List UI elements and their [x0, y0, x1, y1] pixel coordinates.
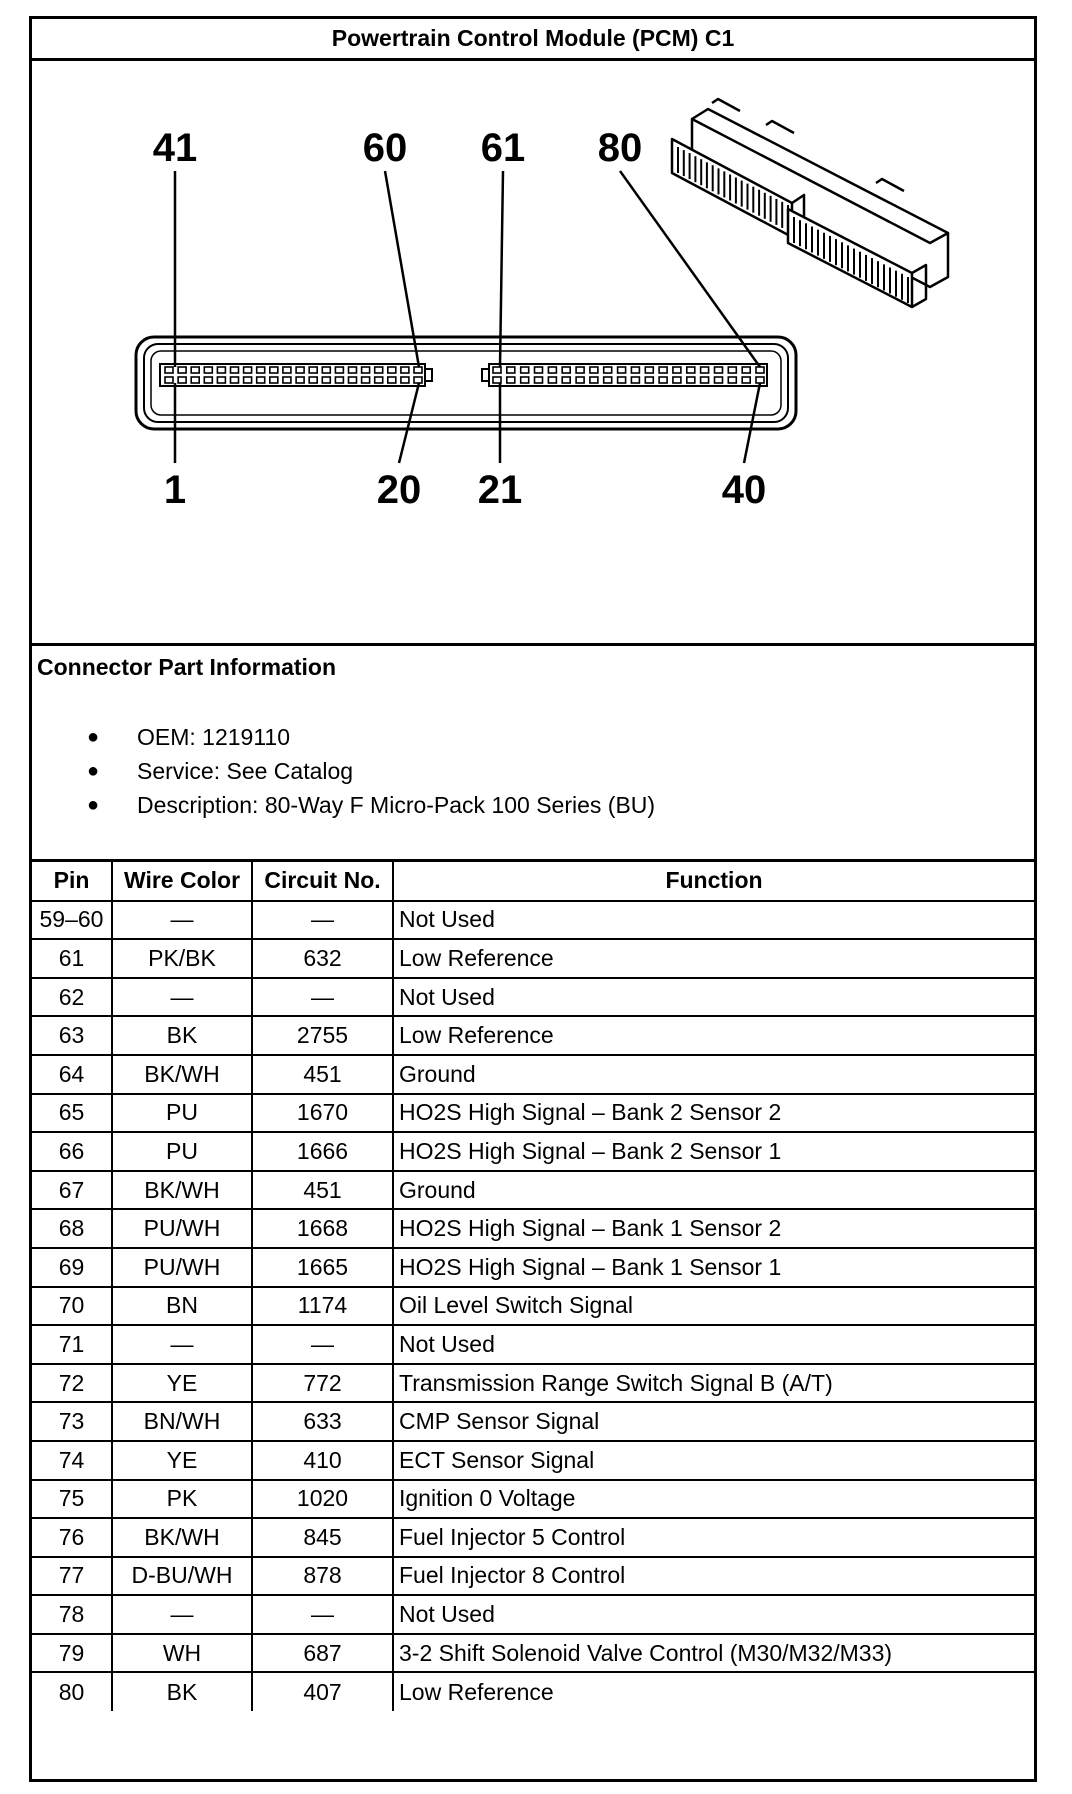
pin-cavity [715, 377, 723, 383]
pin-cavity [401, 367, 409, 373]
pin-cavity [645, 377, 653, 383]
pin-cavity [535, 367, 543, 373]
pinout-table [32, 862, 1034, 1711]
circuit-cell: 687 [252, 1634, 393, 1673]
pin-cavity [590, 377, 598, 383]
table-row [32, 1441, 1034, 1480]
wire-color-cell: WH [112, 1634, 252, 1673]
circuit-cell: 845 [252, 1518, 393, 1557]
table-row [32, 901, 1034, 940]
wire-color-cell: YE [112, 1364, 252, 1403]
pin-cavity [165, 377, 173, 383]
pin-cavity [576, 367, 584, 373]
function-cell: Fuel Injector 5 Control [393, 1518, 1034, 1557]
pin-cell: 70 [32, 1287, 112, 1326]
pin-cavity [659, 367, 667, 373]
circuit-cell: — [252, 901, 393, 940]
header-wire-color: Wire Color [112, 862, 252, 901]
pin-cavity [388, 367, 396, 373]
pin-cell: 62 [32, 978, 112, 1017]
table-row [32, 1402, 1034, 1441]
wire-color-cell: D-BU/WH [112, 1557, 252, 1596]
pin-cavity [322, 367, 330, 373]
pin-cavity [283, 367, 291, 373]
pin-cell: 73 [32, 1402, 112, 1441]
table-row [32, 1672, 1034, 1711]
pin-cavity [244, 377, 252, 383]
function-cell: Low Reference [393, 1016, 1034, 1055]
pin-cavity [309, 367, 317, 373]
pin-cavity [191, 377, 199, 383]
table-row [32, 1364, 1034, 1403]
function-cell: Not Used [393, 901, 1034, 940]
wire-color-cell: PK/BK [112, 939, 252, 978]
pin-cavity [521, 367, 529, 373]
table-row [32, 1094, 1034, 1133]
label-pin-1: 1 [163, 468, 187, 512]
circuit-cell: 1666 [252, 1132, 393, 1171]
function-cell: Ground [393, 1171, 1034, 1210]
pin-cavity [742, 377, 750, 383]
header-function: Function [393, 862, 1034, 901]
circuit-cell: 772 [252, 1364, 393, 1403]
circuit-cell: — [252, 978, 393, 1017]
pin-cavity [673, 367, 681, 373]
pin-cavity [507, 367, 515, 373]
table-row [32, 1287, 1034, 1326]
pin-cavity [257, 377, 265, 383]
pin-cavities-21-40 [493, 367, 764, 383]
pin-cavity [375, 377, 383, 383]
function-cell: HO2S High Signal – Bank 2 Sensor 2 [393, 1094, 1034, 1133]
function-cell: Ignition 0 Voltage [393, 1480, 1034, 1519]
label-pin-61: 61 [480, 126, 526, 170]
pin-cavity [217, 367, 225, 373]
circuit-cell: 633 [252, 1402, 393, 1441]
wire-color-cell: PU/WH [112, 1248, 252, 1287]
function-cell: Oil Level Switch Signal [393, 1287, 1034, 1326]
table-row [32, 1634, 1034, 1673]
pin-cavity [576, 377, 584, 383]
circuit-cell: 878 [252, 1557, 393, 1596]
table-row [32, 978, 1034, 1017]
label-pin-80: 80 [597, 126, 643, 170]
wire-color-cell: — [112, 1595, 252, 1634]
connector-part-information [32, 646, 1034, 862]
pin-cavity [270, 377, 278, 383]
wire-color-cell: PU [112, 1094, 252, 1133]
info-heading: Connector Part Information [37, 654, 337, 680]
label-pin-20: 20 [376, 468, 422, 512]
circuit-cell: — [252, 1595, 393, 1634]
header-circuit-no: Circuit No. [252, 862, 393, 901]
function-cell: Low Reference [393, 1672, 1034, 1711]
pin-cavity [562, 367, 570, 373]
pin-cavity [217, 377, 225, 383]
pin-cavity [204, 367, 212, 373]
bullet-icon: ● [87, 726, 100, 748]
circuit-cell: 1174 [252, 1287, 393, 1326]
header-pin: Pin [32, 862, 112, 901]
pin-cavity [362, 377, 370, 383]
connector-diagram [32, 61, 1034, 646]
pin-cavity [493, 377, 501, 383]
wire-color-cell: BK/WH [112, 1518, 252, 1557]
pin-cavity [590, 367, 598, 373]
circuit-cell: — [252, 1325, 393, 1364]
table-row [32, 1055, 1034, 1094]
label-pin-41: 41 [152, 126, 198, 170]
bullet-icon: ● [87, 760, 100, 782]
pin-cavity [322, 377, 330, 383]
wire-color-cell: — [112, 901, 252, 940]
pin-cavity [493, 367, 501, 373]
circuit-cell: 451 [252, 1055, 393, 1094]
table-row [32, 1132, 1034, 1171]
circuit-cell: 1665 [252, 1248, 393, 1287]
wire-color-cell: BN [112, 1287, 252, 1326]
pin-cavity [756, 377, 764, 383]
pin-cavity [335, 377, 343, 383]
pin-cavity [165, 367, 173, 373]
wire-color-cell: PU/WH [112, 1209, 252, 1248]
pin-cavity [521, 377, 529, 383]
function-cell: Ground [393, 1055, 1034, 1094]
pin-cell: 63 [32, 1016, 112, 1055]
pin-cell: 69 [32, 1248, 112, 1287]
pin-cavity [335, 367, 343, 373]
table-row [32, 1557, 1034, 1596]
table-row [32, 1595, 1034, 1634]
function-cell: 3-2 Shift Solenoid Valve Control (M30/M32/M33) [393, 1634, 1034, 1673]
page-title: Powertrain Control Module (PCM) C1 [32, 19, 1034, 61]
info-item-text: Service: See Catalog [137, 758, 354, 784]
function-cell: HO2S High Signal – Bank 1 Sensor 1 [393, 1248, 1034, 1287]
pin-cell: 76 [32, 1518, 112, 1557]
circuit-cell: 1670 [252, 1094, 393, 1133]
circuit-cell: 451 [252, 1171, 393, 1210]
info-item-service [32, 754, 655, 788]
wire-color-cell: BN/WH [112, 1402, 252, 1441]
pin-cell: 75 [32, 1480, 112, 1519]
pin-cavity [604, 367, 612, 373]
circuit-cell: 407 [252, 1672, 393, 1711]
pin-cavity [414, 377, 422, 383]
pin-cavity [756, 367, 764, 373]
pin-cavity [742, 367, 750, 373]
info-item-text: OEM: 1219110 [137, 724, 291, 750]
wire-color-cell: PK [112, 1480, 252, 1519]
pin-cavity [507, 377, 515, 383]
wire-color-cell: YE [112, 1441, 252, 1480]
pin-cavity [604, 377, 612, 383]
function-cell: HO2S High Signal – Bank 1 Sensor 2 [393, 1209, 1034, 1248]
pin-cavity [687, 377, 695, 383]
pin-cavity [349, 367, 357, 373]
function-cell: Low Reference [393, 939, 1034, 978]
function-cell: Fuel Injector 8 Control [393, 1557, 1034, 1596]
label-pin-40: 40 [721, 468, 767, 512]
info-item-description [32, 788, 655, 822]
function-cell: Not Used [393, 978, 1034, 1017]
circuit-cell: 632 [252, 939, 393, 978]
wire-color-cell: BK [112, 1672, 252, 1711]
function-cell: HO2S High Signal – Bank 2 Sensor 1 [393, 1132, 1034, 1171]
pin-cell: 67 [32, 1171, 112, 1210]
circuit-cell: 1020 [252, 1480, 393, 1519]
pin-cavity [204, 377, 212, 383]
pin-cavity [244, 367, 252, 373]
pin-cavity [388, 377, 396, 383]
pin-cell: 79 [32, 1634, 112, 1673]
pin-cell: 72 [32, 1364, 112, 1403]
info-item-oem [32, 720, 655, 754]
pin-cavity [728, 377, 736, 383]
pin-cavity [701, 367, 709, 373]
bullet-icon: ● [87, 794, 100, 816]
pin-cavity [631, 367, 639, 373]
wire-color-cell: — [112, 978, 252, 1017]
table-row [32, 1480, 1034, 1519]
pin-cavity [309, 377, 317, 383]
pin-cell: 80 [32, 1672, 112, 1711]
pin-cavity [231, 367, 239, 373]
table-body [32, 901, 1034, 1711]
circuit-cell: 2755 [252, 1016, 393, 1055]
function-cell: Transmission Range Switch Signal B (A/T) [393, 1364, 1034, 1403]
pin-cell: 78 [32, 1595, 112, 1634]
info-list [32, 720, 655, 822]
pin-cavity [231, 377, 239, 383]
pin-cell: 71 [32, 1325, 112, 1364]
pin-cavity [645, 367, 653, 373]
pin-cavity [715, 367, 723, 373]
pin-cell: 64 [32, 1055, 112, 1094]
wire-color-cell: PU [112, 1132, 252, 1171]
pin-cavity [349, 377, 357, 383]
connector-drawing [32, 61, 1034, 646]
label-pin-21: 21 [477, 468, 523, 512]
pin-cavity [375, 367, 383, 373]
connector-isometric-view [672, 99, 948, 307]
table-row [32, 1248, 1034, 1287]
wire-color-cell: BK/WH [112, 1055, 252, 1094]
table-row [32, 1518, 1034, 1557]
pin-cell: 68 [32, 1209, 112, 1248]
pin-cell: 77 [32, 1557, 112, 1596]
pin-cell: 66 [32, 1132, 112, 1171]
pin-cavity [548, 377, 556, 383]
table-header-row [32, 862, 1034, 901]
circuit-cell: 410 [252, 1441, 393, 1480]
connector-sheet [29, 16, 1037, 1782]
pin-cavity [283, 377, 291, 383]
circuit-cell: 1668 [252, 1209, 393, 1248]
function-cell: CMP Sensor Signal [393, 1402, 1034, 1441]
table-row [32, 1171, 1034, 1210]
wire-color-cell: — [112, 1325, 252, 1364]
pin-cavity [562, 377, 570, 383]
pin-cavity [701, 377, 709, 383]
pin-cavity [296, 367, 304, 373]
leader-lines [175, 171, 760, 463]
pin-cavity [673, 377, 681, 383]
pin-cavity [270, 367, 278, 373]
pin-cavity [631, 377, 639, 383]
pin-cavity [618, 377, 626, 383]
pin-cavity [618, 367, 626, 373]
table-row [32, 939, 1034, 978]
function-cell: Not Used [393, 1595, 1034, 1634]
pin-cavity [401, 377, 409, 383]
pin-cavity [414, 367, 422, 373]
wire-color-cell: BK [112, 1016, 252, 1055]
function-cell: ECT Sensor Signal [393, 1441, 1034, 1480]
pin-cell: 61 [32, 939, 112, 978]
table-row [32, 1325, 1034, 1364]
function-cell: Not Used [393, 1325, 1034, 1364]
info-item-text: Description: 80-Way F Micro-Pack 100 Series (BU) [137, 792, 656, 818]
pin-cavity [191, 367, 199, 373]
pin-cavity [728, 367, 736, 373]
pin-cavity [535, 377, 543, 383]
pin-cavity [548, 367, 556, 373]
table-row [32, 1016, 1034, 1055]
pin-cavities-1-20 [165, 367, 422, 383]
pin-cavity [362, 367, 370, 373]
pin-cell: 74 [32, 1441, 112, 1480]
table-row [32, 1209, 1034, 1248]
pin-cavity [296, 377, 304, 383]
wire-color-cell: BK/WH [112, 1171, 252, 1210]
pin-cavity [178, 367, 186, 373]
pin-cell: 65 [32, 1094, 112, 1133]
label-pin-60: 60 [362, 126, 408, 170]
pin-cavity [659, 377, 667, 383]
pin-cavity [687, 367, 695, 373]
pin-cavity [178, 377, 186, 383]
pin-cavity [257, 367, 265, 373]
pin-cell: 59–60 [32, 901, 112, 940]
